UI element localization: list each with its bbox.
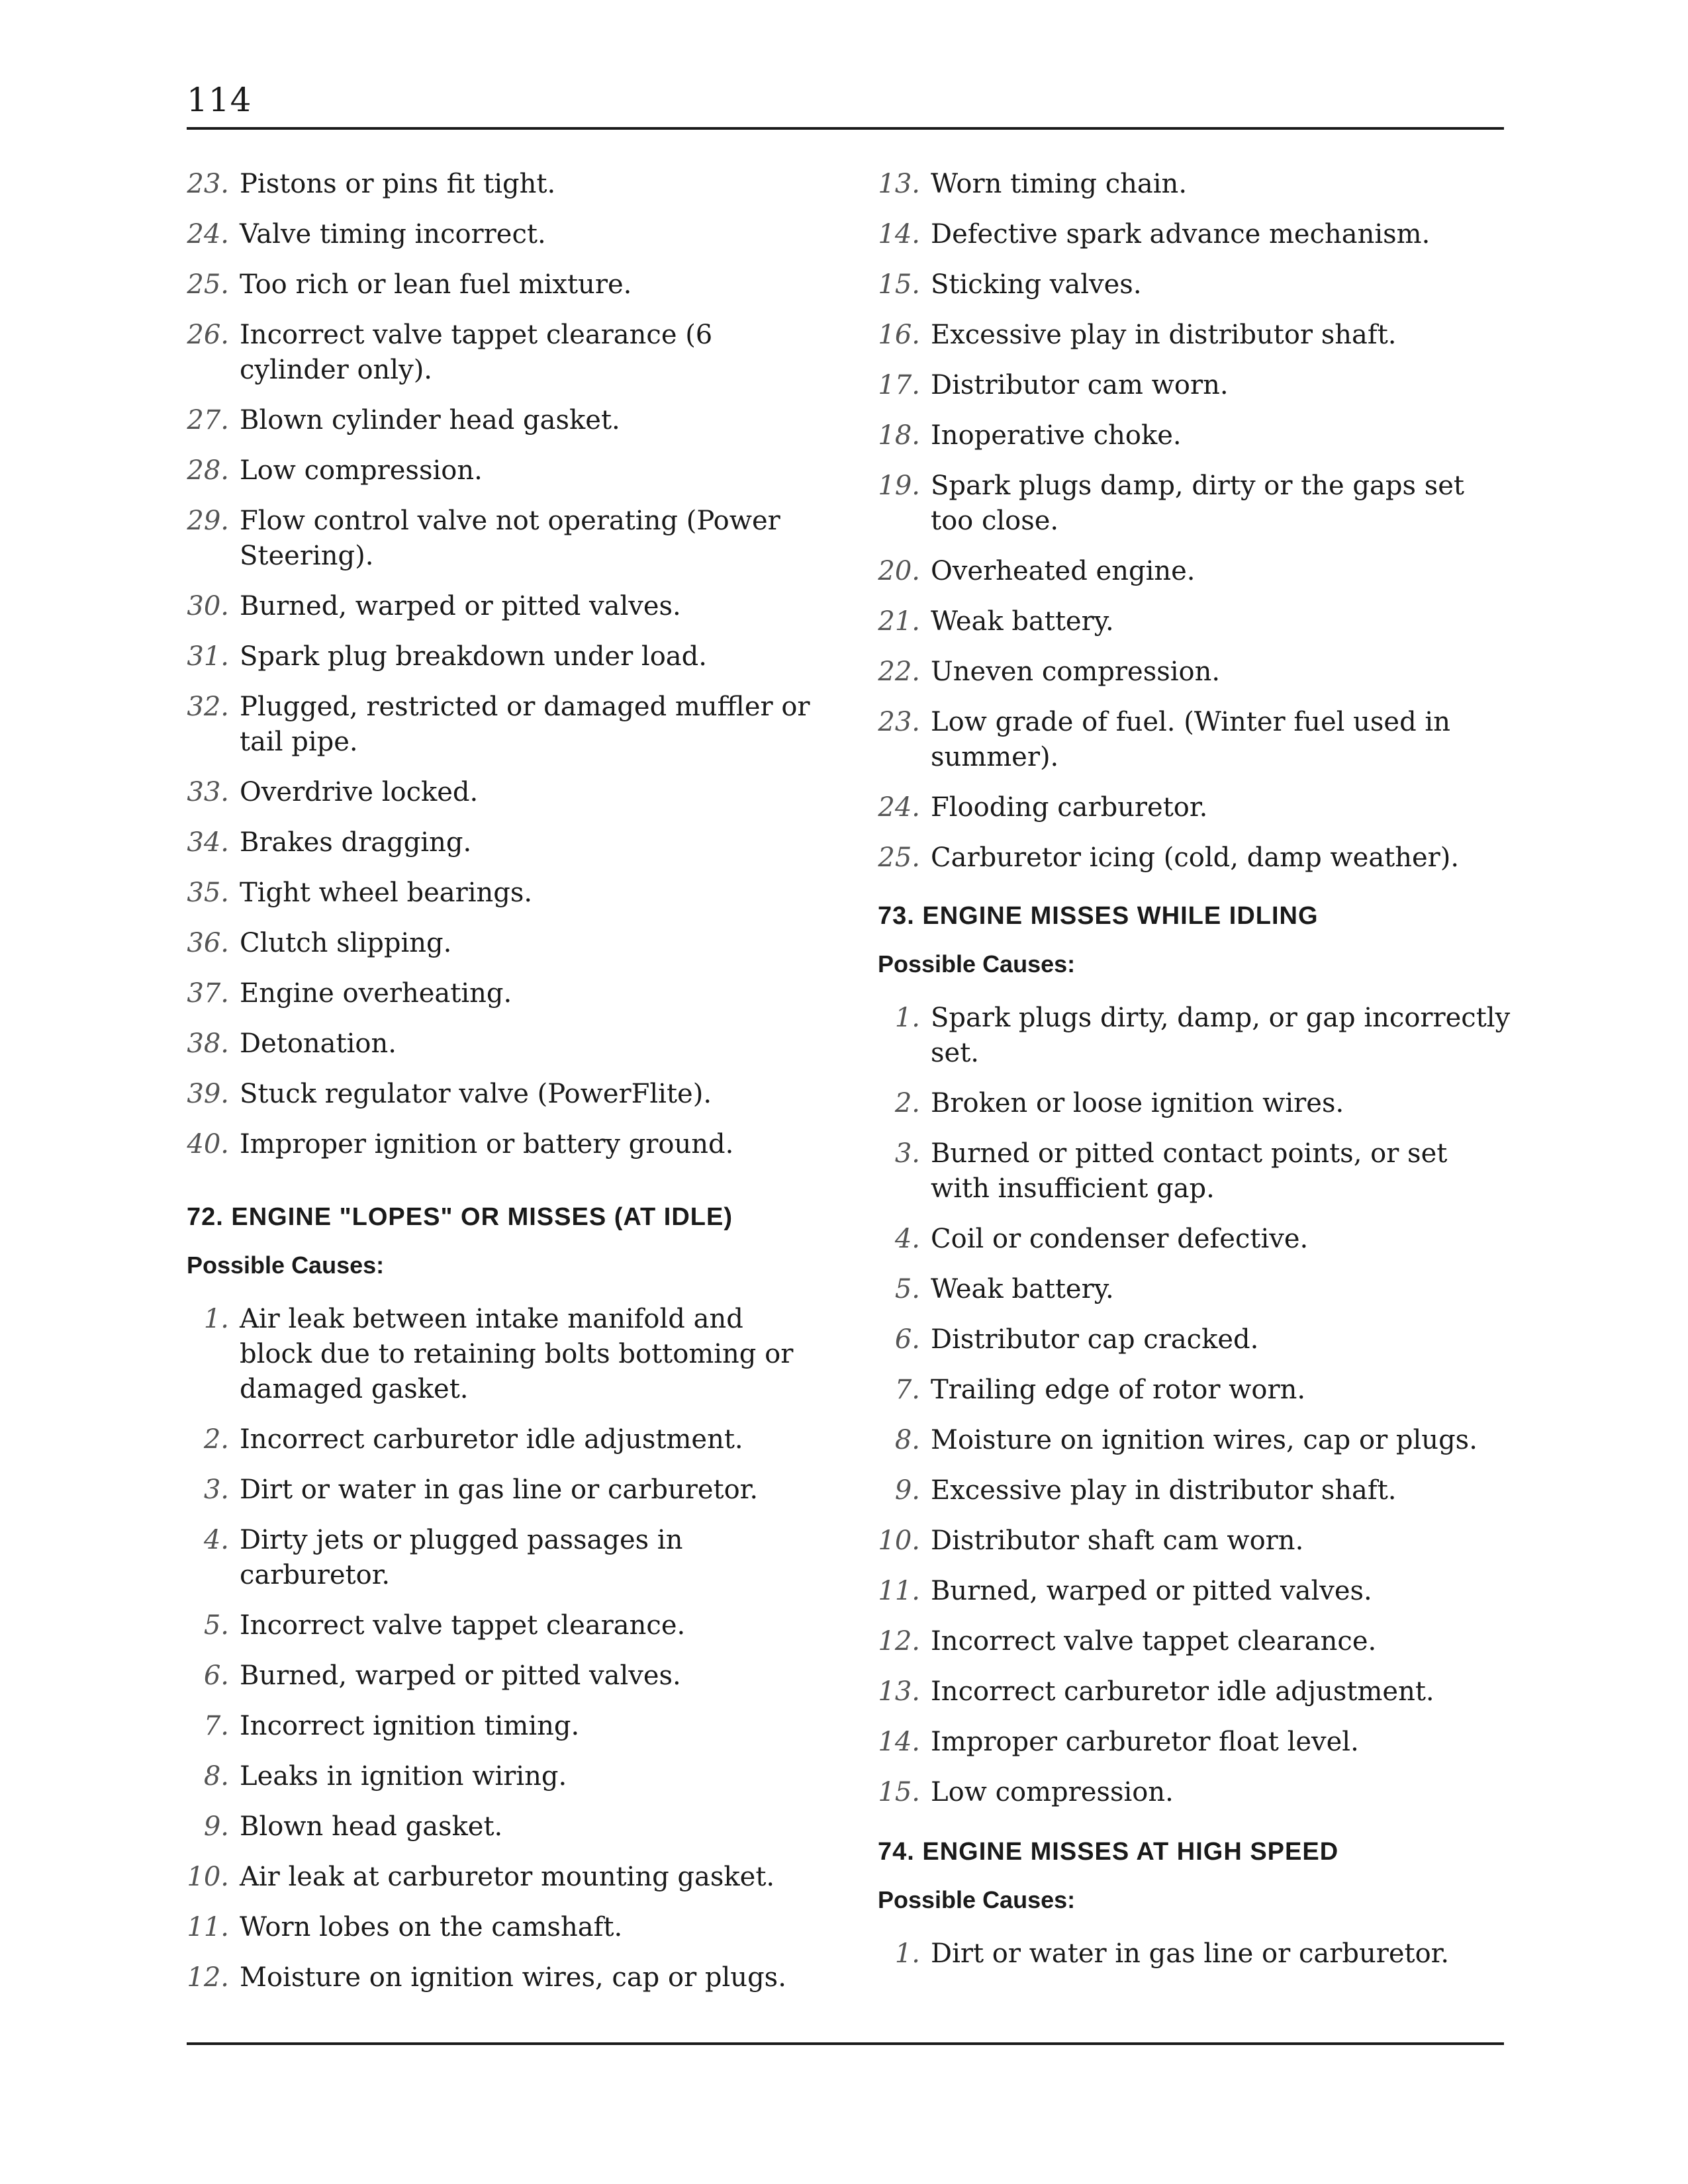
- item-number: 8.: [203, 1761, 229, 1792]
- item-number: 21.: [878, 606, 920, 637]
- item-number: 10.: [187, 1862, 229, 1892]
- item-number: 16.: [878, 320, 920, 350]
- list-item: [187, 1422, 822, 1457]
- item-text: Spark plug breakdown under load.: [240, 641, 707, 672]
- item-number: 6.: [203, 1661, 229, 1691]
- item-number: 40.: [187, 1129, 229, 1160]
- header-rule: [187, 127, 1504, 130]
- item-text: Improper ignition or battery ground.: [240, 1129, 734, 1160]
- list-item: [187, 1910, 822, 1945]
- list-item: [878, 841, 1513, 876]
- item-number: 35.: [187, 878, 229, 908]
- item-number: 39.: [187, 1079, 229, 1109]
- item-number: 10.: [878, 1525, 920, 1556]
- section-74-list: [878, 1936, 1513, 1972]
- item-text: Defective spark advance mechanism.: [931, 219, 1430, 250]
- list-item: [187, 1473, 822, 1508]
- section-72-heading: 72. ENGINE "LOPES" OR MISSES (AT IDLE): [187, 1203, 733, 1231]
- left-continued-list: [187, 167, 822, 1162]
- item-text: Burned, warped or pitted valves.: [931, 1576, 1372, 1606]
- list-item: [878, 267, 1513, 302]
- item-number: 11.: [187, 1912, 229, 1942]
- item-text: Stuck regulator valve (PowerFlite).: [240, 1079, 712, 1109]
- list-item: [187, 639, 822, 674]
- list-item: [187, 403, 822, 438]
- item-number: 7.: [203, 1711, 229, 1741]
- item-text: Incorrect carburetor idle adjustment.: [931, 1676, 1434, 1707]
- item-text: Low compression.: [931, 1777, 1174, 1807]
- list-item: [878, 1086, 1513, 1121]
- item-number: 14.: [878, 1727, 920, 1757]
- item-number: 5.: [894, 1274, 920, 1304]
- item-number: 36.: [187, 928, 229, 958]
- item-number: 25.: [878, 842, 920, 873]
- item-number: 24.: [878, 792, 920, 823]
- list-item: [187, 825, 822, 860]
- item-text: Brakes dragging.: [240, 827, 472, 858]
- list-item: [878, 1775, 1513, 1810]
- item-number: 18.: [878, 420, 920, 451]
- list-item: [878, 1373, 1513, 1408]
- item-text: Clutch slipping.: [240, 928, 452, 958]
- list-item: [187, 1523, 822, 1593]
- item-text: Incorrect valve tappet clearance.: [240, 1610, 686, 1641]
- item-number: 19.: [878, 471, 920, 501]
- section-73-heading: 73. ENGINE MISSES WHILE IDLING: [878, 902, 1319, 930]
- list-item: [878, 1423, 1513, 1458]
- list-item: [187, 1860, 822, 1895]
- list-item: [878, 1473, 1513, 1508]
- list-item: [878, 1322, 1513, 1357]
- list-item: [187, 589, 822, 624]
- footer-rule: [187, 2042, 1504, 2045]
- item-number: 1.: [894, 1938, 920, 1969]
- item-text: Improper carburetor float level.: [931, 1727, 1359, 1757]
- item-text: Blown cylinder head gasket.: [240, 405, 620, 435]
- list-item: [187, 1659, 822, 1694]
- list-item: [878, 1674, 1513, 1709]
- item-text: Coil or condenser defective.: [931, 1224, 1309, 1254]
- item-number: 1.: [203, 1304, 229, 1334]
- item-text: Valve timing incorrect.: [240, 219, 546, 250]
- section-73-list: [878, 1001, 1513, 1810]
- item-number: 13.: [878, 169, 920, 199]
- item-text: Weak battery.: [931, 606, 1114, 637]
- list-item: [187, 775, 822, 810]
- section-73-subheading: Possible Causes:: [878, 950, 1076, 978]
- item-text: Burned, warped or pitted valves.: [240, 1661, 681, 1691]
- list-item: [878, 469, 1513, 539]
- item-text: Flow control valve not operating (Power Steering).: [240, 506, 780, 571]
- item-text: Worn lobes on the camshaft.: [240, 1912, 623, 1942]
- page-number: 114: [187, 81, 252, 119]
- item-text: Detonation.: [240, 1028, 397, 1059]
- list-item: [187, 1026, 822, 1062]
- item-number: 1.: [894, 1003, 920, 1033]
- item-text: Overheated engine.: [931, 556, 1196, 586]
- list-item: [878, 1222, 1513, 1257]
- item-number: 32.: [187, 692, 229, 722]
- item-text: Pistons or pins fit tight.: [240, 169, 556, 199]
- item-number: 31.: [187, 641, 229, 672]
- list-item: [187, 167, 822, 202]
- list-item: [878, 1624, 1513, 1659]
- item-text: Incorrect valve tappet clearance (6 cylinder only).: [240, 320, 713, 385]
- item-text: Dirt or water in gas line or carburetor.: [931, 1938, 1450, 1969]
- item-text: Inoperative choke.: [931, 420, 1182, 451]
- item-text: Spark plugs dirty, damp, or gap incorrectly set.: [931, 1003, 1511, 1068]
- item-text: Tight wheel bearings.: [240, 878, 533, 908]
- list-item: [878, 368, 1513, 403]
- item-text: Excessive play in distributor shaft.: [931, 320, 1397, 350]
- item-number: 34.: [187, 827, 229, 858]
- list-item: [187, 876, 822, 911]
- item-text: Engine overheating.: [240, 978, 512, 1009]
- list-item: [187, 453, 822, 488]
- list-item: [187, 217, 822, 252]
- item-text: Distributor cap cracked.: [931, 1324, 1259, 1355]
- item-text: Low compression.: [240, 455, 483, 486]
- item-text: Incorrect ignition timing.: [240, 1711, 580, 1741]
- item-text: Plugged, restricted or damaged muffler or tail pipe.: [240, 692, 810, 757]
- item-number: 13.: [878, 1676, 920, 1707]
- item-text: Burned or pitted contact points, or set with insufficient gap.: [931, 1138, 1448, 1204]
- item-text: Carburetor icing (cold, damp weather).: [931, 842, 1460, 873]
- item-number: 30.: [187, 591, 229, 621]
- item-text: Excessive play in distributor shaft.: [931, 1475, 1397, 1506]
- item-text: Uneven compression.: [931, 657, 1221, 687]
- item-text: Distributor cam worn.: [931, 370, 1229, 400]
- item-text: Overdrive locked.: [240, 777, 479, 807]
- list-item: [878, 790, 1513, 825]
- section-74-subheading: Possible Causes:: [878, 1886, 1076, 1913]
- item-text: Air leak at carburetor mounting gasket.: [240, 1862, 775, 1892]
- list-item: [878, 604, 1513, 639]
- left-column: [187, 167, 822, 2011]
- item-text: Dirt or water in gas line or carburetor.: [240, 1475, 759, 1505]
- list-item: [878, 554, 1513, 589]
- item-number: 12.: [187, 1962, 229, 1993]
- section-72-list: [187, 1302, 822, 1995]
- item-number: 12.: [878, 1626, 920, 1657]
- item-number: 7.: [894, 1375, 920, 1405]
- section-74-heading: 74. ENGINE MISSES AT HIGH SPEED: [878, 1838, 1339, 1866]
- item-text: Incorrect valve tappet clearance.: [931, 1626, 1377, 1657]
- list-item: [187, 690, 822, 760]
- list-item: [878, 1574, 1513, 1609]
- item-text: Worn timing chain.: [931, 169, 1188, 199]
- item-number: 24.: [187, 219, 229, 250]
- section-72-subheading: Possible Causes:: [187, 1251, 385, 1279]
- list-item: [187, 1960, 822, 1995]
- item-number: 3.: [894, 1138, 920, 1169]
- list-item: [878, 318, 1513, 353]
- item-number: 9.: [894, 1475, 920, 1506]
- list-item: [187, 976, 822, 1011]
- item-number: 33.: [187, 777, 229, 807]
- item-number: 11.: [878, 1576, 920, 1606]
- item-number: 38.: [187, 1028, 229, 1059]
- list-item: [878, 1725, 1513, 1760]
- item-number: 4.: [203, 1525, 229, 1555]
- item-number: 28.: [187, 455, 229, 486]
- item-number: 2.: [894, 1088, 920, 1118]
- list-item: [187, 1608, 822, 1643]
- item-text: Air leak between intake manifold and block due to retaining bolts bottoming or damaged gasket.: [240, 1304, 794, 1404]
- list-item: [878, 705, 1513, 775]
- item-text: Weak battery.: [931, 1274, 1114, 1304]
- right-column: [878, 167, 1513, 1987]
- list-item: [878, 1524, 1513, 1559]
- list-item: [878, 1001, 1513, 1071]
- item-number: 2.: [203, 1424, 229, 1455]
- item-text: Trailing edge of rotor worn.: [931, 1375, 1306, 1405]
- item-text: Burned, warped or pitted valves.: [240, 591, 681, 621]
- list-item: [187, 1809, 822, 1844]
- item-text: Broken or loose ignition wires.: [931, 1088, 1344, 1118]
- right-continued-list: [878, 167, 1513, 876]
- list-item: [878, 1936, 1513, 1972]
- item-number: 25.: [187, 269, 229, 300]
- item-text: Spark plugs damp, dirty or the gaps set too close.: [931, 471, 1464, 536]
- item-text: Low grade of fuel. (Winter fuel used in summer).: [931, 707, 1450, 772]
- list-item: [878, 418, 1513, 453]
- item-text: Blown head gasket.: [240, 1811, 503, 1842]
- list-item: [187, 1709, 822, 1744]
- item-number: 23.: [187, 169, 229, 199]
- list-item: [187, 1127, 822, 1162]
- item-number: 20.: [878, 556, 920, 586]
- item-number: 14.: [878, 219, 920, 250]
- list-item: [878, 167, 1513, 202]
- list-item: [878, 1272, 1513, 1307]
- item-number: 22.: [878, 657, 920, 687]
- item-number: 26.: [187, 320, 229, 350]
- item-text: Flooding carburetor.: [931, 792, 1208, 823]
- item-number: 6.: [894, 1324, 920, 1355]
- item-number: 15.: [878, 269, 920, 300]
- list-item: [187, 318, 822, 388]
- item-text: Leaks in ignition wiring.: [240, 1761, 567, 1792]
- item-number: 37.: [187, 978, 229, 1009]
- list-item: [187, 926, 822, 961]
- item-text: Moisture on ignition wires, cap or plugs.: [240, 1962, 786, 1993]
- list-item: [187, 1302, 822, 1407]
- item-text: Incorrect carburetor idle adjustment.: [240, 1424, 743, 1455]
- item-text: Too rich or lean fuel mixture.: [240, 269, 632, 300]
- list-item: [187, 267, 822, 302]
- item-number: 9.: [203, 1811, 229, 1842]
- item-number: 15.: [878, 1777, 920, 1807]
- list-item: [878, 655, 1513, 690]
- item-number: 29.: [187, 506, 229, 536]
- list-item: [187, 1759, 822, 1794]
- list-item: [187, 504, 822, 574]
- item-text: Dirty jets or plugged passages in carburetor.: [240, 1525, 683, 1590]
- item-number: 3.: [203, 1475, 229, 1505]
- item-number: 8.: [894, 1425, 920, 1455]
- item-text: Moisture on ignition wires, cap or plugs.: [931, 1425, 1477, 1455]
- item-number: 23.: [878, 707, 920, 737]
- item-number: 4.: [894, 1224, 920, 1254]
- item-text: Sticking valves.: [931, 269, 1142, 300]
- list-item: [187, 1077, 822, 1112]
- item-text: Distributor shaft cam worn.: [931, 1525, 1304, 1556]
- list-item: [878, 1136, 1513, 1206]
- item-number: 17.: [878, 370, 920, 400]
- item-number: 27.: [187, 405, 229, 435]
- list-item: [878, 217, 1513, 252]
- item-number: 5.: [203, 1610, 229, 1641]
